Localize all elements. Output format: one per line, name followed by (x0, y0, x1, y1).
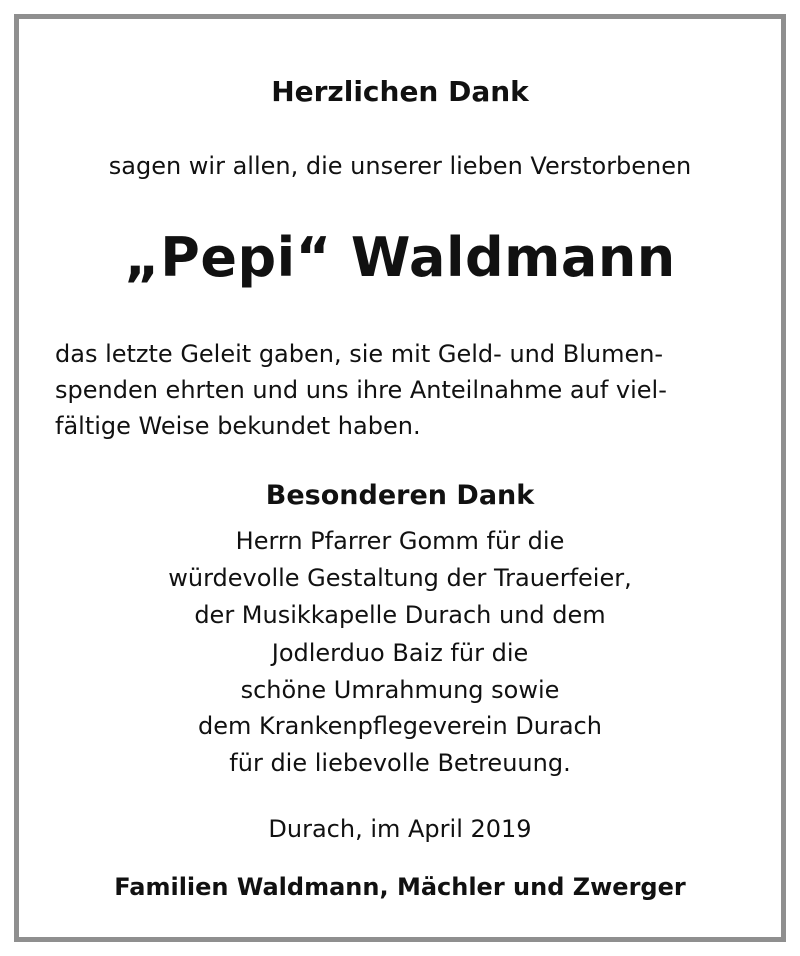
notice-frame (14, 14, 786, 942)
body-line-2: spenden ehrten und uns ihre Anteilnahme auf viel- (55, 376, 667, 404)
place-date: Durach, im April 2019 (268, 815, 532, 843)
notice-heading: Herzlichen Dank (271, 75, 529, 108)
special-thanks-line-1: Herrn Pfarrer Gomm für die (235, 527, 565, 555)
special-thanks-line-5: schöne Umrahmung sowie (240, 676, 560, 704)
special-thanks-heading: Besonderen Dank (265, 480, 535, 511)
special-thanks-line-2: würdevolle Gestaltung der Trauerfeier, (168, 564, 632, 592)
special-thanks-line-7: für die liebevolle Betreuung. (229, 749, 571, 777)
deceased-name: „Pepi“ Waldmann (124, 226, 676, 289)
signature: Familien Waldmann, Mächler und Zwerger (114, 873, 686, 901)
special-thanks-line-6: dem Krankenpflegeverein Durach (198, 712, 602, 740)
body-line-3: fältige Weise bekundet haben. (55, 412, 421, 440)
special-thanks-line-4: Jodlerduo Baiz für die (271, 639, 529, 667)
notice-intro: sagen wir allen, die unserer lieben Verstorbenen (108, 152, 692, 180)
body-line-1: das letzte Geleit gaben, sie mit Geld- und Blumen- (55, 340, 664, 368)
special-thanks-line-3: der Musikkapelle Durach und dem (194, 601, 606, 629)
